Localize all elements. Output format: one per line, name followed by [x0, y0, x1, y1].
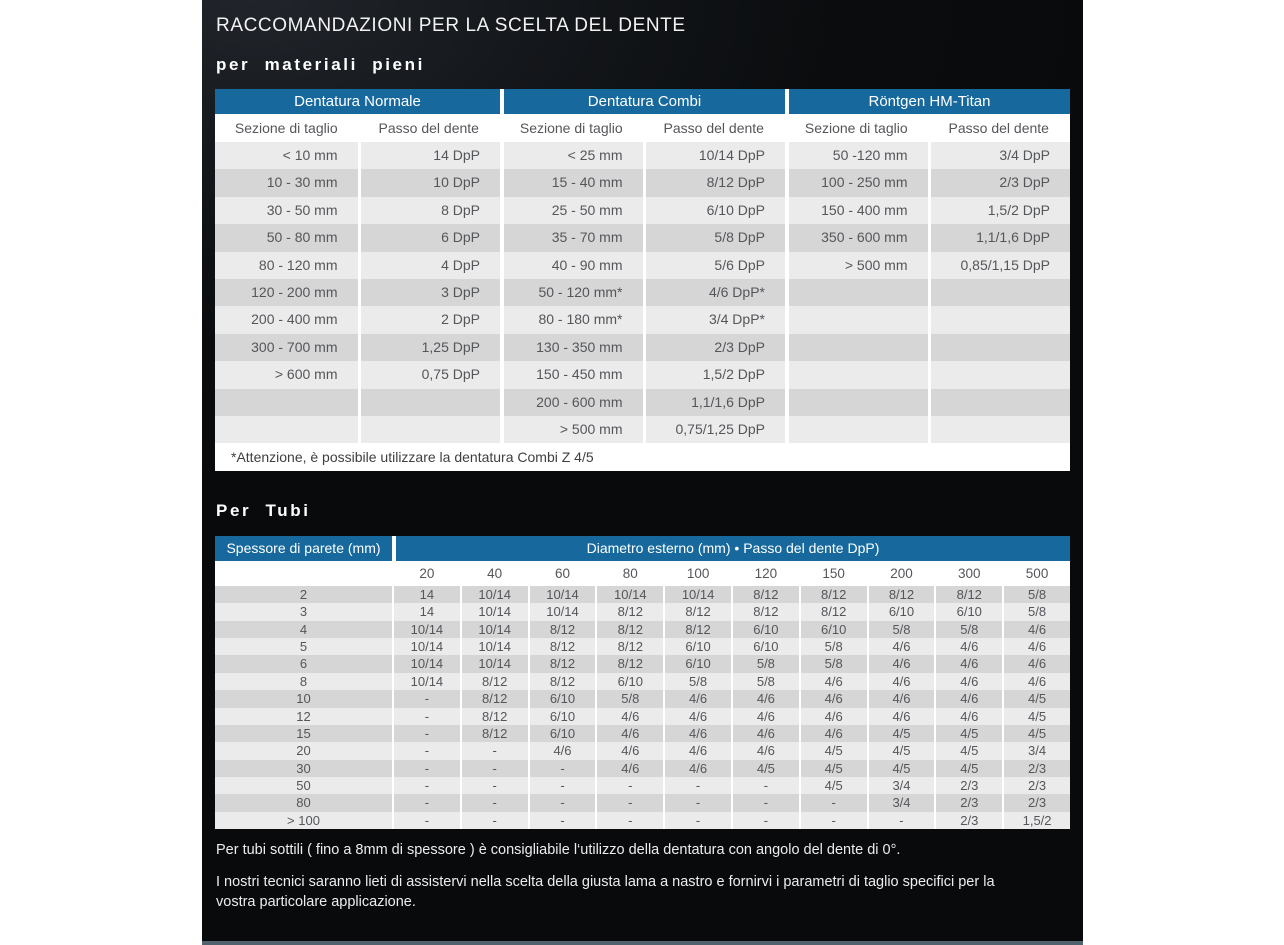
table-cell: 4/5	[731, 760, 799, 777]
table-cell: -	[460, 794, 528, 811]
table-cell: 4/6	[663, 760, 731, 777]
table-cell: 4/5	[934, 742, 1002, 759]
table-cell: 8/12	[460, 673, 528, 690]
table-cell: -	[799, 794, 867, 811]
table-cell: 5/8	[731, 655, 799, 672]
solid-table-subheader-row	[215, 114, 1070, 142]
table-cell	[785, 361, 928, 388]
table-cell: -	[799, 812, 867, 829]
solid-materials-table	[215, 89, 1070, 471]
table-cell: 10 - 30 mm	[215, 169, 358, 196]
table-cell: 8/12	[528, 673, 596, 690]
table-row	[215, 586, 1070, 603]
tubes-table-rows	[215, 536, 1070, 829]
table-row	[215, 389, 1070, 416]
thickness-cell: 10	[215, 690, 392, 707]
table-cell: -	[663, 794, 731, 811]
table-cell: 1,25 DpP	[358, 334, 501, 361]
diameter-header-cell: 500	[1002, 561, 1070, 586]
table-cell	[785, 306, 928, 333]
table-cell: 6 DpP	[358, 224, 501, 251]
table-row	[215, 252, 1070, 279]
table-cell: 4/6	[731, 725, 799, 742]
table-cell: 8/12	[731, 586, 799, 603]
table-cell: 5/8	[1002, 603, 1070, 620]
table-cell: 10/14	[460, 655, 528, 672]
table-cell: 2/3 DpP	[643, 334, 786, 361]
table-cell: > 500 mm	[500, 416, 643, 443]
tubes-table-header-row	[215, 536, 1070, 561]
table-cell: -	[731, 812, 799, 829]
group-header-cell: Dentatura Normale	[215, 89, 500, 114]
table-cell: 6/10	[528, 690, 596, 707]
table-cell: -	[392, 794, 460, 811]
table-cell: 1,5/2 DpP	[643, 361, 786, 388]
table-cell: 10/14	[392, 655, 460, 672]
table-cell: 100 - 250 mm	[785, 169, 928, 196]
table-cell: 5/8	[663, 673, 731, 690]
table-cell: 120 - 200 mm	[215, 279, 358, 306]
table-cell: 4/5	[867, 760, 935, 777]
thickness-cell: 5	[215, 638, 392, 655]
table-cell: 4/6	[1002, 673, 1070, 690]
table-cell: -	[528, 794, 596, 811]
table-cell: < 25 mm	[500, 142, 643, 169]
table-cell: -	[460, 760, 528, 777]
table-row	[215, 655, 1070, 672]
thickness-cell: 80	[215, 794, 392, 811]
table-cell: 4/6	[663, 708, 731, 725]
table-cell	[928, 416, 1071, 443]
table-cell: 4/6	[595, 708, 663, 725]
section-heading-solid-materials: per materiali pieni	[216, 55, 425, 74]
table-cell: 4/6	[799, 673, 867, 690]
table-cell: 10 DpP	[358, 169, 501, 196]
table-cell: 2/3 DpP	[928, 169, 1071, 196]
table-row	[215, 224, 1070, 251]
table-cell: 4/5	[934, 725, 1002, 742]
table-row	[215, 197, 1070, 224]
thickness-cell: 3	[215, 603, 392, 620]
table-cell: 10/14	[460, 621, 528, 638]
table-row	[215, 725, 1070, 742]
thickness-cell: 2	[215, 586, 392, 603]
table-row	[215, 760, 1070, 777]
table-cell: 10/14	[663, 586, 731, 603]
table-cell: 10/14 DpP	[643, 142, 786, 169]
table-row	[215, 742, 1070, 759]
diameter-header-cell: 200	[867, 561, 935, 586]
table-cell: 2/3	[1002, 794, 1070, 811]
table-row	[215, 142, 1070, 169]
table-cell: 4/6	[799, 708, 867, 725]
table-cell: 8/12	[595, 638, 663, 655]
table-cell: 10/14	[528, 603, 596, 620]
table-row	[215, 361, 1070, 388]
table-cell: 1,1/1,6 DpP	[643, 389, 786, 416]
solid-table-footnote: *Attenzione, è possibile utilizzare la dentatura Combi Z 4/5	[215, 443, 1070, 471]
table-cell: 80 - 180 mm*	[500, 306, 643, 333]
table-cell: 130 - 350 mm	[500, 334, 643, 361]
table-cell: 6/10	[528, 725, 596, 742]
table-cell: 4/5	[867, 742, 935, 759]
table-cell: 4/6	[867, 655, 935, 672]
subheader-cell: Passo del dente	[928, 114, 1071, 142]
table-cell: 1,1/1,6 DpP	[928, 224, 1071, 251]
table-cell: 4 DpP	[358, 252, 501, 279]
table-cell	[785, 334, 928, 361]
table-cell: 8/12	[528, 638, 596, 655]
table-cell: 6/10	[663, 655, 731, 672]
table-cell: 10/14	[392, 638, 460, 655]
table-cell: -	[595, 794, 663, 811]
table-cell	[928, 361, 1071, 388]
table-cell: -	[460, 812, 528, 829]
table-cell: 3 DpP	[358, 279, 501, 306]
table-cell: 4/6	[731, 708, 799, 725]
table-row	[215, 169, 1070, 196]
diameter-header-cell: 300	[934, 561, 1002, 586]
table-cell: 3/4 DpP*	[643, 306, 786, 333]
table-cell: 8/12	[460, 725, 528, 742]
table-cell: 8/12	[595, 655, 663, 672]
subheader-cell: Passo del dente	[358, 114, 501, 142]
table-cell: -	[392, 708, 460, 725]
table-cell: 30 - 50 mm	[215, 197, 358, 224]
table-cell: 0,75/1,25 DpP	[643, 416, 786, 443]
table-row	[215, 306, 1070, 333]
table-row	[215, 621, 1070, 638]
table-cell: 4/5	[1002, 725, 1070, 742]
thickness-cell: 8	[215, 673, 392, 690]
table-cell: -	[731, 794, 799, 811]
table-cell: -	[595, 777, 663, 794]
subheader-cell: Passo del dente	[643, 114, 786, 142]
table-cell: 300 - 700 mm	[215, 334, 358, 361]
table-cell: 6/10	[731, 638, 799, 655]
table-cell: 4/6	[867, 673, 935, 690]
table-cell: 2/3	[1002, 760, 1070, 777]
table-row	[215, 794, 1070, 811]
table-row	[215, 638, 1070, 655]
table-cell	[928, 306, 1071, 333]
table-cell: 25 - 50 mm	[500, 197, 643, 224]
table-cell: 4/6	[595, 725, 663, 742]
table-cell: 6/10	[799, 621, 867, 638]
table-cell: 4/6 DpP*	[643, 279, 786, 306]
table-cell: 4/6	[1002, 621, 1070, 638]
table-cell: 1,5/2 DpP	[928, 197, 1071, 224]
table-cell: 1,5/2	[1002, 812, 1070, 829]
thickness-cell: 30	[215, 760, 392, 777]
subheader-cell: Sezione di taglio	[215, 114, 358, 142]
table-cell: 4/6	[867, 690, 935, 707]
solid-materials-table-rows	[215, 89, 1070, 443]
table-cell: 0,85/1,15 DpP	[928, 252, 1071, 279]
diameter-header-cell: 120	[731, 561, 799, 586]
table-cell: 50 -120 mm	[785, 142, 928, 169]
table-cell	[358, 416, 501, 443]
table-cell	[928, 389, 1071, 416]
table-cell: 8/12	[528, 621, 596, 638]
table-cell: 4/6	[528, 742, 596, 759]
table-cell: 14	[392, 586, 460, 603]
table-cell: 5/8	[1002, 586, 1070, 603]
thickness-cell: 4	[215, 621, 392, 638]
table-cell: 5/8	[799, 638, 867, 655]
table-row	[215, 279, 1070, 306]
table-cell: 10/14	[392, 673, 460, 690]
table-cell: -	[663, 812, 731, 829]
table-cell: 8/12	[528, 655, 596, 672]
table-cell: 2/3	[934, 794, 1002, 811]
page-title: RACCOMANDAZIONI PER LA SCELTA DEL DENTE	[216, 15, 686, 36]
table-cell: 8/12	[595, 621, 663, 638]
table-cell: 8/12	[460, 690, 528, 707]
group-header-cell: Dentatura Combi	[500, 89, 785, 114]
table-row	[215, 603, 1070, 620]
table-cell: < 10 mm	[215, 142, 358, 169]
table-cell: 0,75 DpP	[358, 361, 501, 388]
tubes-diameter-header-row	[215, 561, 1070, 586]
table-row	[215, 416, 1070, 443]
table-cell: -	[528, 777, 596, 794]
table-cell: 40 - 90 mm	[500, 252, 643, 279]
table-cell: 5/8	[799, 655, 867, 672]
table-cell: -	[663, 777, 731, 794]
table-cell: 4/6	[867, 638, 935, 655]
table-cell	[785, 389, 928, 416]
table-row	[215, 673, 1070, 690]
table-cell	[358, 389, 501, 416]
diameter-header-cell: 80	[595, 561, 663, 586]
table-cell: 4/6	[934, 638, 1002, 655]
table-row	[215, 812, 1070, 829]
subheader-cell: Sezione di taglio	[785, 114, 928, 142]
thickness-cell: > 100	[215, 812, 392, 829]
table-cell: 4/6	[799, 725, 867, 742]
table-cell: 5/8 DpP	[643, 224, 786, 251]
table-cell: 3/4	[867, 777, 935, 794]
tubes-col-header-cell: Diametro esterno (mm) • Passo del dente DpP)	[392, 536, 1070, 561]
content-panel	[202, 0, 1083, 945]
table-cell: 4/5	[799, 760, 867, 777]
note-thin-tubes: Per tubi sottili ( fino a 8mm di spessore ) è consigliabile l‘utilizzo della dentatura con angolo del dente di 0°.	[216, 842, 901, 858]
table-cell: -	[460, 742, 528, 759]
table-cell: 4/5	[867, 725, 935, 742]
table-cell: 2/3	[934, 812, 1002, 829]
table-cell: -	[528, 812, 596, 829]
table-cell	[928, 334, 1071, 361]
table-cell: 10/14	[528, 586, 596, 603]
table-cell: 8/12 DpP	[643, 169, 786, 196]
note-contact: I nostri tecnici saranno lieti di assistervi nella scelta della giusta lama a nastro e fornirvi i parametri di taglio specifici per la vostra particolare applicazione.	[216, 874, 995, 911]
table-cell: 15 - 40 mm	[500, 169, 643, 196]
table-cell: 6/10	[731, 621, 799, 638]
table-cell: 200 - 600 mm	[500, 389, 643, 416]
table-cell: 10/14	[595, 586, 663, 603]
table-cell: 10/14	[460, 603, 528, 620]
table-cell: 5/8	[731, 673, 799, 690]
table-cell: 14 DpP	[358, 142, 501, 169]
table-cell: 8/12	[663, 621, 731, 638]
table-cell: 4/6	[731, 690, 799, 707]
table-cell: 8/12	[867, 586, 935, 603]
table-cell: 4/6	[934, 708, 1002, 725]
table-cell: 4/6	[663, 742, 731, 759]
table-cell: -	[392, 742, 460, 759]
table-cell: 4/6	[1002, 655, 1070, 672]
table-cell: -	[867, 812, 935, 829]
group-header-cell: Röntgen HM-Titan	[785, 89, 1070, 114]
table-cell: 14	[392, 603, 460, 620]
diameter-header-cell: 100	[663, 561, 731, 586]
table-cell: 3/4	[1002, 742, 1070, 759]
table-cell: 10/14	[392, 621, 460, 638]
tubes-table	[215, 536, 1070, 829]
table-cell: 8/12	[460, 708, 528, 725]
table-cell: 150 - 450 mm	[500, 361, 643, 388]
table-cell: 4/6	[731, 742, 799, 759]
table-cell: 5/6 DpP	[643, 252, 786, 279]
table-cell: 35 - 70 mm	[500, 224, 643, 251]
table-cell: 4/5	[1002, 690, 1070, 707]
diameter-header-cell: 20	[392, 561, 460, 586]
table-cell	[215, 389, 358, 416]
table-cell	[785, 279, 928, 306]
table-cell: 8 DpP	[358, 197, 501, 224]
thickness-cell: 6	[215, 655, 392, 672]
table-cell: 8/12	[799, 586, 867, 603]
table-cell: 3/4	[867, 794, 935, 811]
table-cell: -	[392, 725, 460, 742]
thickness-cell: 20	[215, 742, 392, 759]
table-cell: 6/10	[934, 603, 1002, 620]
table-cell: 4/6	[663, 690, 731, 707]
table-cell: 4/6	[595, 760, 663, 777]
table-cell: 4/6	[934, 655, 1002, 672]
table-cell: 150 - 400 mm	[785, 197, 928, 224]
table-cell: -	[392, 812, 460, 829]
table-cell: 8/12	[799, 603, 867, 620]
table-cell: -	[595, 812, 663, 829]
table-cell: > 500 mm	[785, 252, 928, 279]
table-cell: 4/6	[799, 690, 867, 707]
table-cell: 4/5	[934, 760, 1002, 777]
table-cell: 6/10	[867, 603, 935, 620]
table-cell: -	[392, 690, 460, 707]
diameter-header-cell: 150	[799, 561, 867, 586]
table-cell: 3/4 DpP	[928, 142, 1071, 169]
table-cell: -	[392, 777, 460, 794]
table-cell: 6/10 DpP	[643, 197, 786, 224]
thickness-cell: 15	[215, 725, 392, 742]
table-cell: 8/12	[663, 603, 731, 620]
tubes-row-header-cell: Spessore di parete (mm)	[215, 536, 392, 561]
table-cell: 4/6	[1002, 638, 1070, 655]
table-cell: 200 - 400 mm	[215, 306, 358, 333]
table-cell: 6/10	[528, 708, 596, 725]
table-cell: 4/6	[867, 708, 935, 725]
table-cell: 8/12	[934, 586, 1002, 603]
table-row	[215, 690, 1070, 707]
thickness-cell: 12	[215, 708, 392, 725]
table-cell: 6/10	[663, 638, 731, 655]
table-cell: 2/3	[1002, 777, 1070, 794]
diameter-header-cell: 60	[528, 561, 596, 586]
table-cell: 4/5	[799, 777, 867, 794]
table-cell: -	[731, 777, 799, 794]
empty-cell	[215, 561, 392, 586]
table-cell: 8/12	[731, 603, 799, 620]
diameter-header-cell: 40	[460, 561, 528, 586]
subheader-cell: Sezione di taglio	[500, 114, 643, 142]
table-cell: 5/8	[934, 621, 1002, 638]
table-cell: -	[528, 760, 596, 777]
table-cell: -	[392, 760, 460, 777]
table-cell: 8/12	[595, 603, 663, 620]
table-cell: 4/6	[595, 742, 663, 759]
table-cell: 4/6	[663, 725, 731, 742]
table-cell	[928, 279, 1071, 306]
solid-table-group-header-row	[215, 89, 1070, 114]
table-cell: 4/6	[934, 673, 1002, 690]
table-row	[215, 777, 1070, 794]
table-cell	[785, 416, 928, 443]
table-cell: -	[460, 777, 528, 794]
table-cell: 4/6	[934, 690, 1002, 707]
table-cell	[215, 416, 358, 443]
table-cell: 4/5	[1002, 708, 1070, 725]
table-cell: 350 - 600 mm	[785, 224, 928, 251]
table-cell: > 600 mm	[215, 361, 358, 388]
table-cell: 5/8	[867, 621, 935, 638]
table-cell: 10/14	[460, 586, 528, 603]
thickness-cell: 50	[215, 777, 392, 794]
table-row	[215, 708, 1070, 725]
bottom-accent-bar	[202, 941, 1083, 945]
table-cell: 2/3	[934, 777, 1002, 794]
table-cell: 10/14	[460, 638, 528, 655]
table-cell: 5/8	[595, 690, 663, 707]
table-cell: 80 - 120 mm	[215, 252, 358, 279]
table-row	[215, 334, 1070, 361]
table-cell: 2 DpP	[358, 306, 501, 333]
section-heading-tubes: Per Tubi	[216, 501, 311, 520]
table-cell: 4/5	[799, 742, 867, 759]
table-cell: 50 - 120 mm*	[500, 279, 643, 306]
table-cell: 6/10	[595, 673, 663, 690]
table-cell: 50 - 80 mm	[215, 224, 358, 251]
